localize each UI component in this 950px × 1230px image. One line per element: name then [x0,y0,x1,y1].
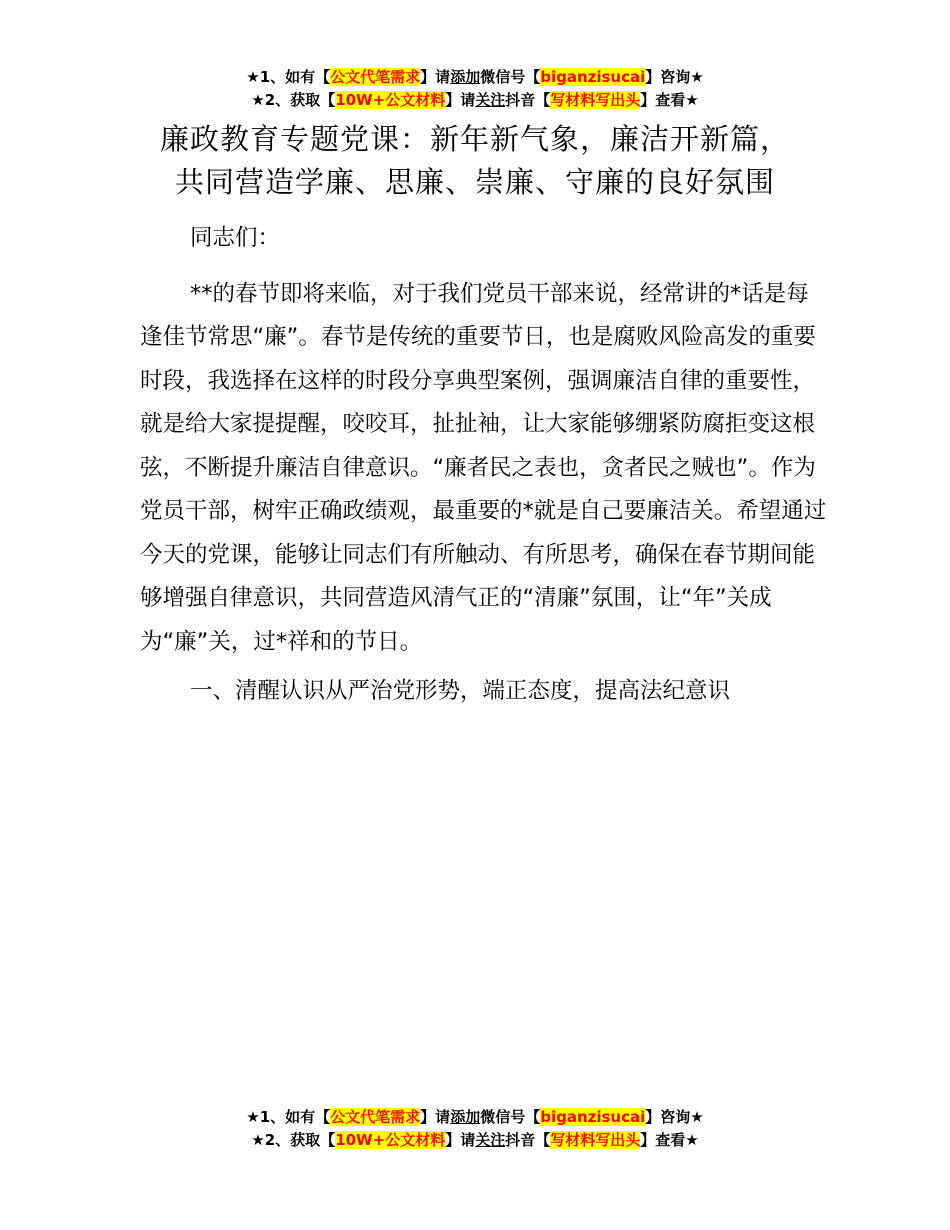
banner-highlight: biganzisucai [540,68,646,86]
banner-highlight: biganzisucai [540,1108,646,1126]
banner-highlight: 10W+公文材料 [335,1131,446,1149]
title-line-1: 廉政教育专题党课：新年新气象，廉洁开新篇， [159,122,790,156]
greeting: 同志们： [190,225,281,251]
banner-underlined-text: 添加 [450,68,481,86]
banner-line-2 [0,89,950,112]
banner-text: 抖音【 [505,1131,551,1149]
section-heading: 一、清醒认识从严治党形势，端正态度，提高法纪意识 [190,678,731,704]
header-banner [0,66,950,112]
banner-text: ★2、获取【 [251,1131,336,1149]
banner-highlight: 公文代笔需求 [330,68,421,86]
banner-text: ★1、如有【 [246,1108,331,1126]
banner-highlight: 写材料写出头 [550,91,641,109]
banner-text: 微信号【 [480,1108,541,1126]
document-body [140,217,830,714]
banner-line-1 [0,1106,950,1129]
banner-text: 】咨询★ [645,68,704,86]
body-paragraph: **的春节即将来临，对于我们党员干部来说，经常讲的*话是每逢佳节常思“廉”。春节是传统的重要节日，也是腐败风险高发的重要时段，我选择在这样的时段分享典型案例，强调廉洁自律的重要性，就是给大家提提醒，咬咬耳，扯扯袖，让大家能够绷紧防腐拒变这根弦，不断提升廉洁自律意识。“廉者民之表也，贪者民之贼也”。作为党员干部，树牢正确政绩观，最重要的*就是自己要廉洁关。希望通过今天的党课，能够让同志们有所触动、有所思考，确保在春节期间能够增强自律意识，共同营造风清气正的“清廉”氛围，让“年”关成为“廉”关，过*祥和的节日。 [140,280,827,655]
banner-text: 】查看★ [640,91,699,109]
banner-underlined-text: 关注 [475,1131,506,1149]
banner-text: 抖音【 [505,91,551,109]
banner-text: 】咨询★ [645,1108,704,1126]
banner-underlined-text: 添加 [450,1108,481,1126]
banner-text: 】请 [445,91,476,109]
banner-text: 】请 [420,1108,451,1126]
title-line-2: 共同营造学廉、思廉、崇廉、守廉的良好氛围 [174,165,775,199]
banner-text: ★1、如有【 [246,68,331,86]
banner-text: 】查看★ [640,1131,699,1149]
banner-highlight: 10W+公文材料 [335,91,446,109]
document-title [0,118,950,204]
banner-underlined-text: 关注 [475,91,506,109]
banner-highlight: 公文代笔需求 [330,1108,421,1126]
banner-text: 】请 [420,68,451,86]
banner-text: 】请 [445,1131,476,1149]
banner-line-2 [0,1129,950,1152]
banner-highlight: 写材料写出头 [550,1131,641,1149]
banner-text: 微信号【 [480,68,541,86]
footer-banner [0,1106,950,1152]
banner-text: ★2、获取【 [251,91,336,109]
banner-line-1 [0,66,950,89]
